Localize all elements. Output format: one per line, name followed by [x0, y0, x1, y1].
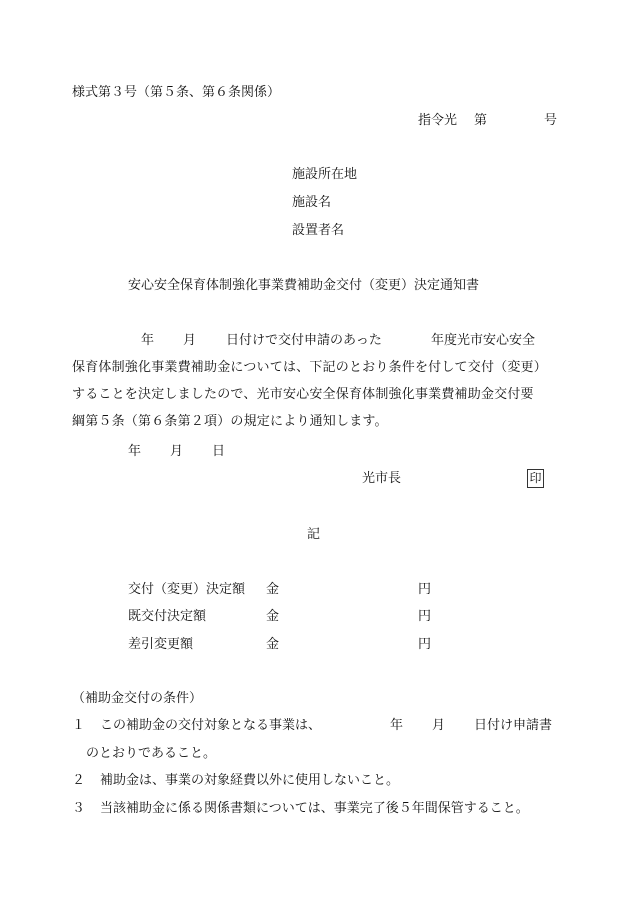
reference-go: 号 [544, 113, 558, 128]
condition-continuation: のとおりであること。 [86, 746, 217, 761]
condition-number: １ [72, 718, 86, 733]
condition-number: ２ [72, 773, 86, 788]
condition-text: 補助金は、事業の対象経費以外に使用しないこと。 [100, 773, 400, 788]
body-line1-rest: 日付けで交付申請のあった [226, 333, 382, 348]
facility-location-label: 施設所在地 [292, 167, 358, 182]
body-line4: 綱第５条（第６条第２項）の規定により通知します。 [72, 414, 388, 429]
body-line1-tail: 年度光市安心安全 [431, 333, 536, 348]
seal-stamp: 印 [527, 469, 544, 488]
amount-kin: 金 [266, 582, 280, 597]
reference-prefix: 指令光 [418, 113, 458, 128]
reference-dai: 第 [474, 113, 488, 128]
date-day: 日 [212, 444, 226, 459]
amount-yen: 円 [418, 582, 432, 597]
amount-label: 既交付決定額 [128, 609, 207, 624]
condition-text: 当該補助金に係る関係書類については、事業完了後５年間保管すること。 [100, 801, 529, 816]
issuer: 光市長 [362, 471, 402, 486]
owner-name-label: 設置者名 [292, 223, 345, 238]
condition-text: この補助金の交付対象となる事業は、 [100, 718, 322, 733]
date-month: 月 [170, 444, 184, 459]
body-line3: することを決定しましたので、光市安心安全保育体制強化事業費補助金交付要 [72, 387, 534, 402]
amount-kin: 金 [266, 637, 280, 652]
form-number: 様式第３号（第５条、第６条関係） [72, 85, 281, 100]
condition-number: ３ [72, 801, 86, 816]
amount-yen: 円 [418, 637, 432, 652]
document-title: 安心安全保育体制強化事業費補助金交付（変更）決定通知書 [128, 278, 480, 293]
amount-label: 差引変更額 [128, 637, 194, 652]
condition-text-b: 日付け申請書 [474, 718, 553, 733]
amount-label: 交付（変更）決定額 [128, 582, 246, 597]
condition-month: 月 [432, 718, 446, 733]
body-year: 年 [141, 333, 155, 348]
conditions-heading: （補助金交付の条件） [72, 691, 203, 706]
facility-name-label: 施設名 [292, 195, 332, 210]
amount-kin: 金 [266, 609, 280, 624]
date-year: 年 [128, 444, 142, 459]
body-month: 月 [183, 333, 197, 348]
ki-heading: 記 [307, 527, 321, 542]
condition-year: 年 [390, 718, 404, 733]
amount-yen: 円 [418, 609, 432, 624]
body-line2: 保育体制強化事業費補助金については、下記のとおり条件を付して交付（変更） [72, 360, 547, 375]
